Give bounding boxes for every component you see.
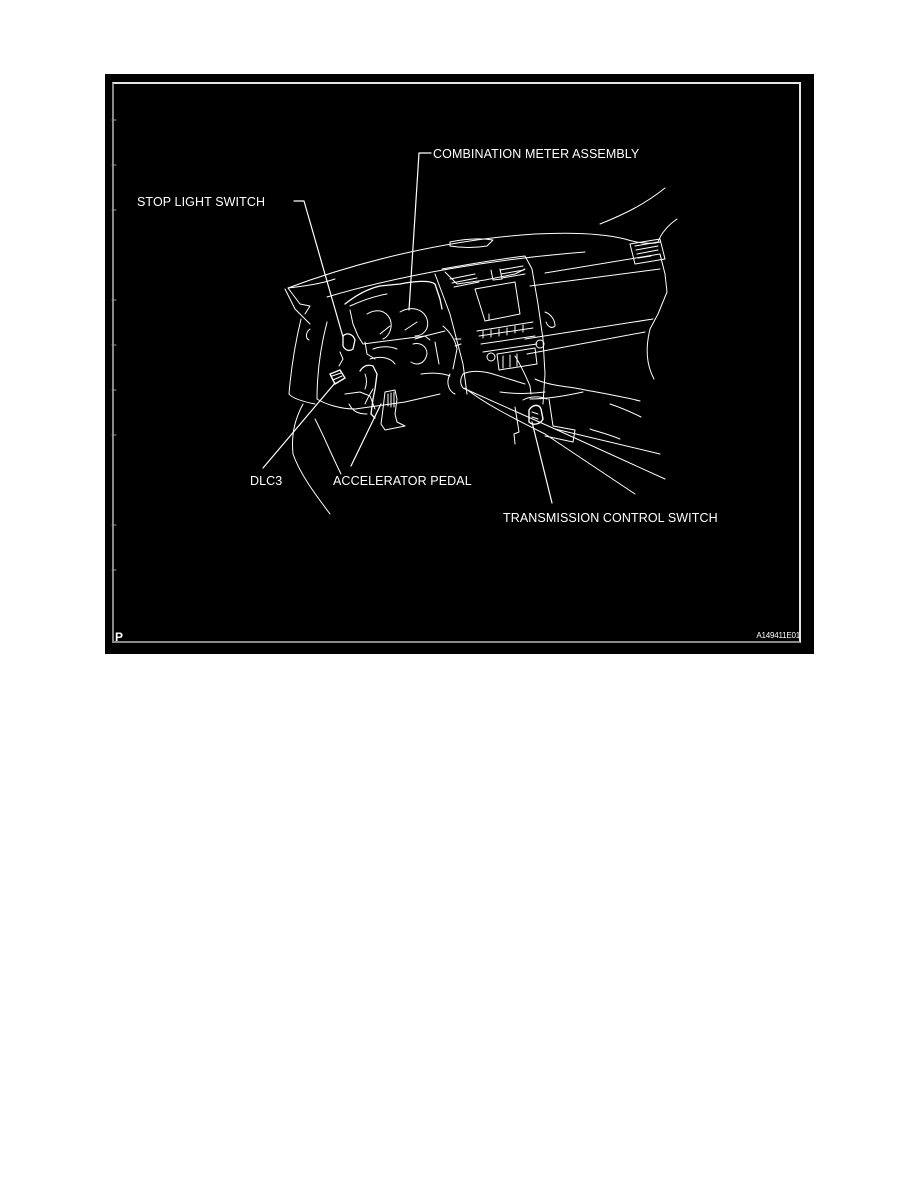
border-ticks [112,120,116,570]
callout-combination-meter-assembly: COMBINATION METER ASSEMBLY [433,147,640,161]
dashboard-line-art [105,74,814,654]
callout-accelerator-pedal: ACCELERATOR PEDAL [333,474,472,488]
callout-stop-light-switch: STOP LIGHT SWITCH [137,195,266,209]
diagram-panel [105,74,814,654]
figure-id: A149411E01 [756,631,800,640]
callout-transmission-control-switch: TRANSMISSION CONTROL SWITCH [503,511,718,525]
corner-mark: P [115,630,124,644]
callout-dlc3: DLC3 [250,474,283,488]
